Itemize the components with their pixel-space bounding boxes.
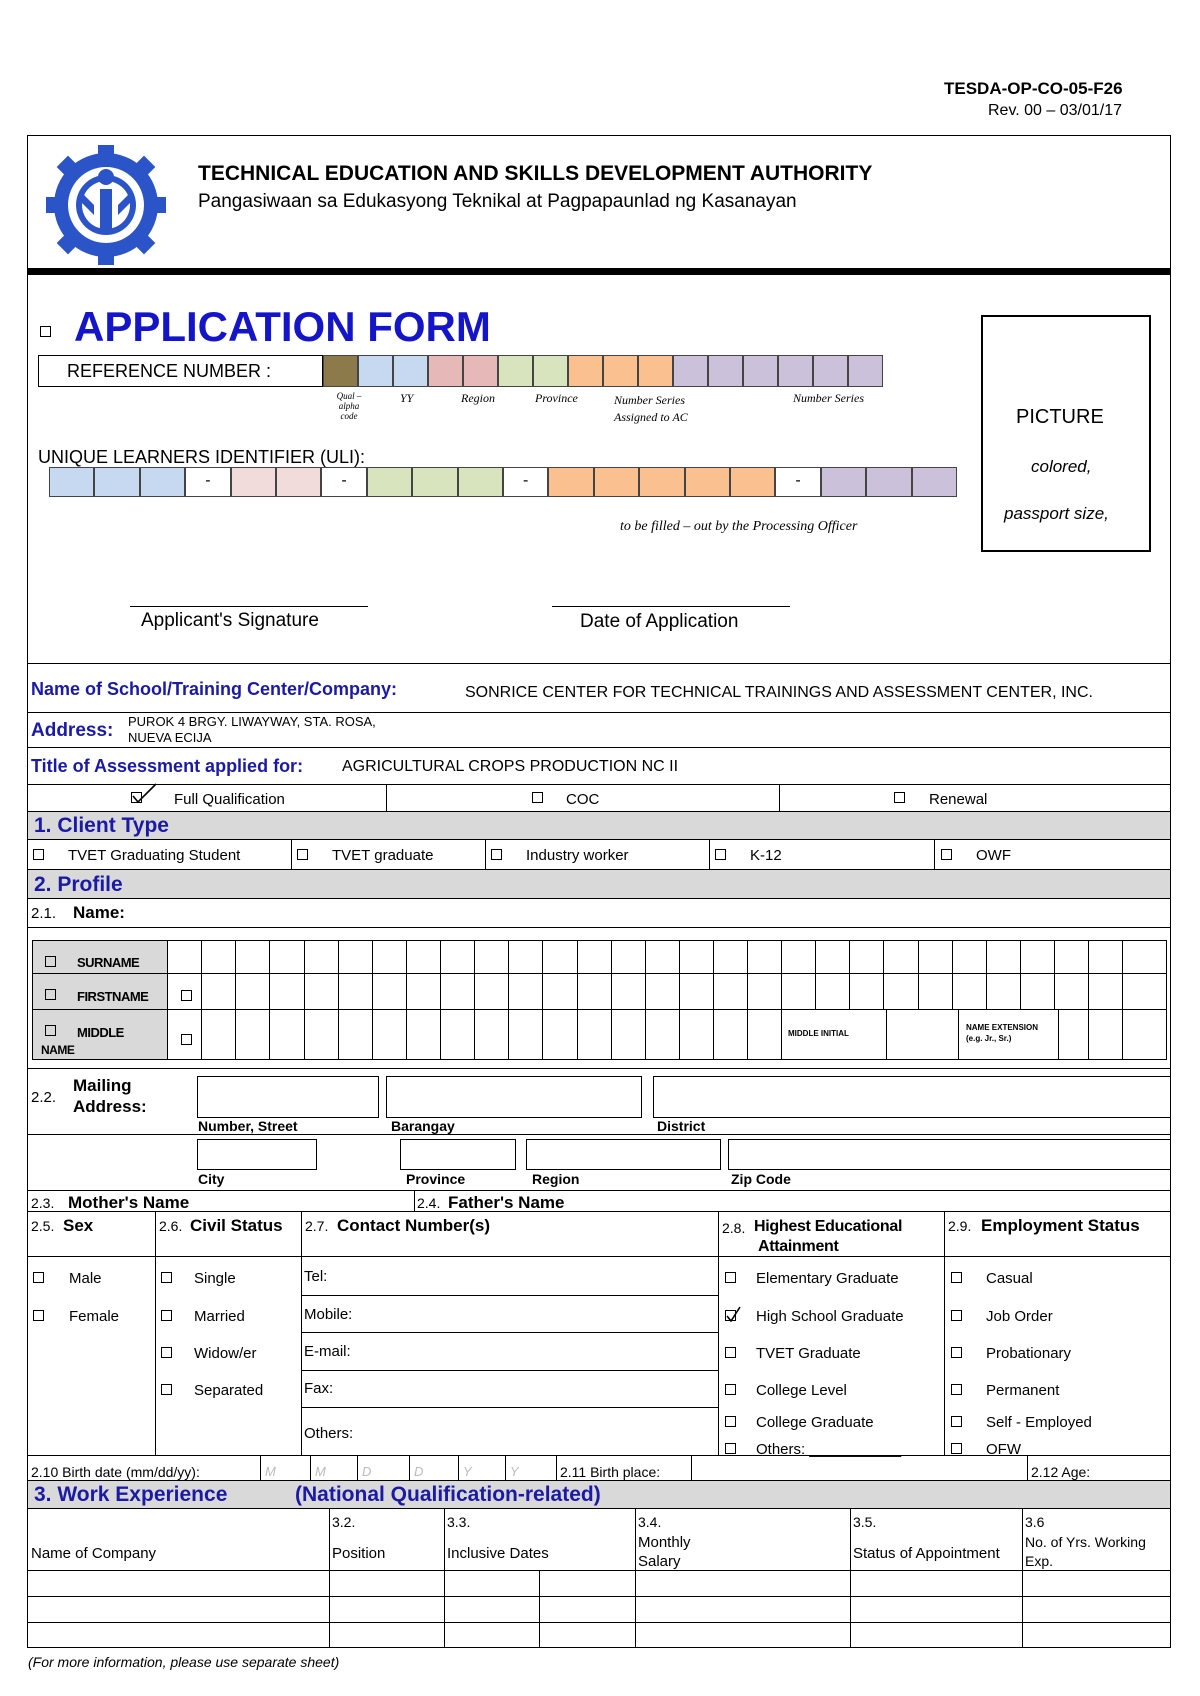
employment-checkbox[interactable] [951, 1384, 962, 1395]
date-of-application-label: Date of Application [580, 611, 739, 632]
address-line-2: NUEVA ECIJA [128, 730, 212, 745]
contact-number: 2.7. [305, 1218, 329, 1234]
rule [32, 973, 1167, 974]
picture-size: passport size, [1004, 504, 1109, 523]
rule [301, 1295, 718, 1296]
name-cell-divider [679, 940, 680, 1009]
education-checkbox[interactable] [725, 1384, 736, 1395]
reference-cell[interactable] [358, 355, 393, 387]
rule [27, 1455, 1171, 1456]
rule [1058, 1009, 1059, 1060]
sex-label: Sex [63, 1216, 94, 1235]
civil-label: Civil Status [190, 1216, 283, 1235]
assessment-title-value: AGRICULTURAL CROPS PRODUCTION NC II [342, 758, 679, 775]
uli-dash-cell: - [775, 467, 820, 497]
name-cell-divider [235, 940, 236, 1009]
sex-checkbox[interactable] [33, 1272, 44, 1283]
work-heading-2: (National Qualification-related) [295, 1483, 601, 1506]
col-salary-number: 3.4. [638, 1514, 662, 1530]
col-years-2: Exp. [1025, 1553, 1054, 1569]
client-type-option: TVET Graduating Student [68, 847, 241, 864]
rule [444, 1508, 445, 1648]
middle-name-label: MIDDLE [77, 1025, 124, 1040]
rule [539, 1570, 540, 1648]
checkmark-icon [130, 782, 158, 804]
rule [27, 1256, 1171, 1257]
client-type-checkbox[interactable] [491, 849, 502, 860]
barangay-label: Barangay [391, 1118, 455, 1134]
application-form-checkbox[interactable] [40, 326, 51, 337]
uli-label: UNIQUE LEARNERS IDENTIFIER (ULI): [38, 447, 366, 467]
name-cell-divider [679, 1009, 680, 1060]
checkmark-icon [724, 1305, 742, 1323]
rule [291, 839, 292, 869]
rule [167, 940, 168, 1060]
col-years-number: 3.6 [1025, 1514, 1045, 1530]
rule [27, 1134, 1171, 1135]
ref-label-number-series: Number Series [793, 391, 864, 405]
client-type-option: Industry worker [526, 847, 629, 864]
coc-checkbox[interactable] [532, 792, 543, 803]
processing-note: to be filled – out by the Processing Officer [620, 519, 858, 534]
name-cell-divider [577, 1009, 578, 1060]
employment-option: Permanent [986, 1382, 1060, 1399]
reference-cell[interactable] [323, 355, 358, 387]
rule [556, 1455, 557, 1480]
contact-fax: Fax: [304, 1380, 334, 1397]
reference-cell[interactable] [743, 355, 778, 387]
col-position: Position [332, 1545, 386, 1562]
birth-y-2: Y [510, 1464, 519, 1479]
client-type-checkbox[interactable] [941, 849, 952, 860]
rule [27, 1622, 1171, 1623]
name-cell-divider [986, 940, 987, 1009]
form-code: TESDA-OP-CO-05-F26 [944, 79, 1123, 98]
civil-status-checkbox[interactable] [161, 1384, 172, 1395]
work-heading: 3. Work Experience [34, 1483, 228, 1506]
contact-tel: Tel: [304, 1268, 328, 1285]
uli-cell[interactable] [276, 467, 321, 497]
number-street-label: Number, Street [198, 1118, 298, 1134]
applicant-signature-label: Applicant's Signature [141, 610, 319, 631]
ref-label-number-series-ac: Number Series Assigned to AC [614, 393, 688, 424]
education-label-2: Attainment [758, 1238, 839, 1255]
rule [1022, 1508, 1023, 1648]
rule [505, 1455, 506, 1480]
rule [357, 1455, 358, 1480]
rule [27, 747, 1171, 748]
birth-date-label: 2.10 Birth date (mm/dd/yy): [31, 1464, 200, 1480]
address-label: Address: [31, 720, 114, 741]
name-cell-divider [474, 1009, 475, 1060]
employment-option: Probationary [986, 1345, 1072, 1362]
ref-label-yy: YY [400, 391, 414, 405]
ref-label-region: Region [461, 391, 495, 405]
birth-y-1: Y [463, 1464, 472, 1479]
rule [310, 1455, 311, 1480]
name-cell-divider [508, 1009, 509, 1060]
zip-code-input[interactable] [728, 1139, 1171, 1170]
uli-cell[interactable] [866, 467, 911, 497]
name-cell-divider [304, 1009, 305, 1060]
civil-status-checkbox[interactable] [161, 1347, 172, 1358]
name-cell-divider [918, 940, 919, 1009]
name-cell-divider [304, 940, 305, 1009]
name-cell-divider [952, 940, 953, 1009]
employment-option: Job Order [986, 1308, 1053, 1325]
employment-number: 2.9. [948, 1218, 972, 1234]
rule [458, 1455, 459, 1480]
name-cell-divider [577, 940, 578, 1009]
rule [27, 927, 1171, 928]
education-number: 2.8. [722, 1220, 746, 1236]
father-name-label: Father's Name [448, 1193, 565, 1212]
rule [27, 663, 1171, 664]
name-cell-divider [611, 1009, 612, 1060]
uli-cell[interactable] [49, 467, 94, 497]
employment-option: Self - Employed [986, 1414, 1092, 1431]
reference-cell[interactable] [498, 355, 533, 387]
footnote: (For more information, please use separate sheet) [28, 1654, 340, 1670]
col-dates-number: 3.3. [447, 1514, 471, 1530]
client-type-band [28, 812, 1170, 839]
form-revision: Rev. 00 – 03/01/17 [988, 102, 1123, 119]
province-input[interactable] [400, 1139, 516, 1170]
rule [409, 1455, 410, 1480]
reference-cell[interactable] [638, 355, 673, 387]
reference-cell[interactable] [848, 355, 883, 387]
province-label: Province [406, 1171, 466, 1187]
reference-cell[interactable] [568, 355, 603, 387]
district-label: District [657, 1118, 706, 1134]
civil-status-option: Single [194, 1270, 236, 1287]
renewal-checkbox[interactable] [894, 792, 905, 803]
birth-m-2: M [315, 1464, 326, 1479]
rule [27, 1211, 1171, 1212]
rule [944, 1211, 945, 1455]
reference-cell[interactable] [778, 355, 813, 387]
renewal-label: Renewal [929, 791, 988, 808]
name-cell-divider [542, 940, 543, 1009]
uli-dash-cell: - [321, 467, 366, 497]
rule [27, 1596, 1171, 1597]
education-option: High School Graduate [756, 1308, 904, 1325]
city-input[interactable] [197, 1139, 317, 1170]
client-type-checkbox[interactable] [297, 849, 308, 860]
name-cell-divider [747, 1009, 748, 1060]
reference-cell[interactable] [463, 355, 498, 387]
uli-dash-cell: - [503, 467, 548, 497]
employment-checkbox[interactable] [951, 1416, 962, 1427]
col-position-number: 3.2. [332, 1514, 356, 1530]
education-checkbox[interactable] [725, 1443, 736, 1454]
rule [301, 1407, 718, 1408]
name-cell-divider [542, 1009, 543, 1060]
rule [27, 1508, 1171, 1509]
name-cell-divider [508, 940, 509, 1009]
name-cell-divider [440, 1009, 441, 1060]
name-cell-divider [883, 940, 884, 1009]
rule [1027, 1455, 1028, 1480]
uli-cell[interactable] [548, 467, 593, 497]
city-label: City [198, 1171, 225, 1187]
profile-heading: 2. Profile [34, 873, 123, 896]
education-checkbox[interactable] [725, 1416, 736, 1427]
name-extension-label: NAME EXTENSION [966, 1023, 1039, 1032]
civil-status-option: Separated [194, 1382, 264, 1399]
district-input[interactable] [653, 1076, 1171, 1118]
rule [301, 1370, 718, 1371]
rule [301, 1332, 718, 1333]
col-years-1: No. of Yrs. Working [1025, 1534, 1146, 1550]
rule [485, 839, 486, 869]
rule [709, 839, 710, 869]
education-option: College Graduate [756, 1414, 874, 1431]
employment-label: Employment Status [981, 1216, 1140, 1235]
number-street-input[interactable] [197, 1076, 379, 1118]
employment-option: OFW [986, 1441, 1021, 1458]
client-type-checkbox[interactable] [715, 849, 726, 860]
rule [27, 839, 1171, 840]
rule [718, 1211, 719, 1455]
form-title: APPLICATION FORM [74, 303, 491, 350]
employment-checkbox[interactable] [951, 1272, 962, 1283]
name-cell-divider [781, 940, 782, 1009]
uli-cell[interactable] [821, 467, 866, 497]
uli-cell[interactable] [594, 467, 639, 497]
surname-label: SURNAME [77, 955, 140, 970]
name-cell-divider [1088, 940, 1089, 1009]
name-cell-divider [1122, 940, 1123, 1009]
agency-name-tagalog: Pangasiwaan sa Edukasyong Teknikal at Pagpapaunlad ng Kasanayan [198, 191, 797, 212]
region-input[interactable] [526, 1139, 721, 1170]
signature-line [130, 606, 368, 607]
rule [386, 784, 387, 811]
contact-others: Others: [304, 1425, 354, 1442]
education-checkbox[interactable] [725, 1272, 736, 1283]
education-option: College Level [756, 1382, 847, 1399]
education-option: TVET Graduate [756, 1345, 861, 1362]
uli-cell[interactable] [639, 467, 684, 497]
address-line-1: PUROK 4 BRGY. LIWAYWAY, STA. ROSA, [128, 714, 376, 729]
firstname-checkbox[interactable] [45, 989, 56, 1000]
name-cell-divider [440, 940, 441, 1009]
name-cell-divider [849, 940, 850, 1009]
name-cell-divider [1054, 940, 1055, 1009]
surname-checkbox[interactable] [45, 956, 56, 967]
full-qualification-label: Full Qualification [174, 791, 285, 808]
rule [260, 1455, 261, 1480]
uli-dash-cell: - [185, 467, 230, 497]
col-salary-1: Monthly [638, 1534, 691, 1551]
school-name-label: Name of School/Training Center/Company: [31, 679, 398, 699]
ref-label-province: Province [535, 391, 578, 405]
name-cell-divider [474, 940, 475, 1009]
rule [27, 1190, 1171, 1191]
middle-initial-label: MIDDLE INITIAL [788, 1029, 849, 1038]
mother-name-label: Mother's Name [68, 1193, 190, 1212]
uli-cell[interactable] [458, 467, 503, 497]
uli-cell[interactable] [685, 467, 730, 497]
rule [934, 839, 935, 869]
rule [958, 1009, 959, 1060]
tesda-logo-icon [36, 143, 176, 267]
rule [27, 784, 1171, 785]
region-label: Region [532, 1171, 580, 1187]
uli-cell[interactable] [730, 467, 775, 497]
rule [781, 1009, 782, 1060]
header-divider [27, 268, 1171, 275]
name-cell-divider [1122, 1009, 1123, 1060]
reference-cell[interactable] [673, 355, 708, 387]
client-type-option: K-12 [750, 847, 782, 864]
assessment-title-label: Title of Assessment applied for: [31, 756, 304, 776]
name-cell-divider [372, 940, 373, 1009]
picture-colored: colored, [1031, 457, 1092, 476]
profile-band [28, 870, 1170, 898]
education-label-1: Highest Educational [754, 1218, 903, 1235]
middle-name-label-2: NAME [41, 1043, 75, 1057]
school-name-value: SONRICE CENTER FOR TECHNICAL TRAININGS AND ASSESSMENT CENTER, INC. [465, 684, 1093, 701]
reference-cell[interactable] [708, 355, 743, 387]
uli-cell[interactable] [231, 467, 276, 497]
contact-email: E-mail: [304, 1343, 351, 1360]
name-cell-divider [713, 940, 714, 1009]
sex-checkbox[interactable] [33, 1310, 44, 1321]
coc-label: COC [566, 791, 600, 808]
rule [414, 1190, 415, 1211]
reference-number-label: REFERENCE NUMBER : [67, 361, 272, 381]
civil-status-checkbox[interactable] [161, 1310, 172, 1321]
name-cell-divider [406, 1009, 407, 1060]
mailing-label-2: Address: [73, 1097, 147, 1116]
middle-name-checkbox[interactable] [45, 1025, 56, 1036]
rule [27, 712, 1171, 713]
firstname-label: FIRSTNAME [77, 989, 149, 1004]
name-label: Name: [73, 903, 125, 922]
civil-status-option: Married [194, 1308, 245, 1325]
reference-cell[interactable] [533, 355, 568, 387]
name-extension-example: (e.g. Jr., Sr.) [966, 1034, 1012, 1043]
birth-d-2: D [414, 1464, 424, 1479]
employment-option: Casual [986, 1270, 1033, 1287]
name-cell-divider [338, 940, 339, 1009]
name-cell-divider [201, 940, 202, 1009]
name-cell-divider [747, 940, 748, 1009]
uli-cell[interactable] [140, 467, 185, 497]
client-type-option: TVET graduate [332, 847, 434, 864]
rule [155, 1211, 156, 1455]
barangay-input[interactable] [386, 1076, 642, 1118]
sex-number: 2.5. [31, 1218, 55, 1234]
uli-cell[interactable] [912, 467, 957, 497]
rule [301, 1211, 302, 1455]
name-cell-divider [201, 1009, 202, 1060]
name-cell-divider [1020, 940, 1021, 1009]
mailing-label-1: Mailing [73, 1076, 132, 1095]
reference-cell[interactable] [603, 355, 638, 387]
rule [691, 1455, 692, 1480]
birth-place-label: 2.11 Birth place: [560, 1464, 661, 1480]
client-type-checkbox[interactable] [33, 849, 44, 860]
sex-option: Female [69, 1308, 120, 1325]
civil-status-checkbox[interactable] [161, 1272, 172, 1283]
col-salary-2: Salary [638, 1553, 681, 1570]
education-checkbox[interactable] [725, 1347, 736, 1358]
reference-cell[interactable] [428, 355, 463, 387]
mother-number: 2.3. [31, 1195, 55, 1211]
name-cell-divider [338, 1009, 339, 1060]
picture-title: PICTURE [1016, 406, 1104, 428]
uli-cell[interactable] [412, 467, 457, 497]
date-line [552, 606, 790, 607]
father-number: 2.4. [417, 1195, 441, 1211]
col-dates: Inclusive Dates [447, 1545, 549, 1562]
name-cell-divider [645, 1009, 646, 1060]
birth-m-1: M [265, 1464, 276, 1479]
name-cell-divider [815, 940, 816, 1009]
middle-name-ext-checkbox[interactable] [181, 1034, 192, 1045]
education-option: Others: ___________ [756, 1441, 902, 1458]
birth-d-1: D [362, 1464, 372, 1479]
civil-number: 2.6. [159, 1218, 183, 1234]
agency-name: TECHNICAL EDUCATION AND SKILLS DEVELOPMENT AUTHORITY [198, 162, 873, 185]
uli-cell[interactable] [367, 467, 412, 497]
name-cell-divider [269, 1009, 270, 1060]
name-cell-divider [713, 1009, 714, 1060]
name-number: 2.1. [31, 905, 57, 922]
name-cell-divider [611, 940, 612, 1009]
sex-option: Male [69, 1270, 102, 1287]
contact-mobile: Mobile: [304, 1306, 353, 1323]
col-company: Name of Company [31, 1545, 157, 1562]
name-cell-divider [645, 940, 646, 1009]
client-type-heading: 1. Client Type [34, 814, 169, 837]
education-option: Elementary Graduate [756, 1270, 899, 1287]
employment-checkbox[interactable] [951, 1347, 962, 1358]
rule [27, 1570, 1171, 1571]
col-status: Status of Appointment [853, 1545, 1000, 1562]
rule [779, 784, 780, 811]
col-status-number: 3.5. [853, 1514, 877, 1530]
name-cell-divider [406, 940, 407, 1009]
name-cell-divider [372, 1009, 373, 1060]
zip-code-label: Zip Code [731, 1171, 791, 1187]
ref-label-qual: Qual – alpha code [336, 391, 362, 421]
mailing-number: 2.2. [31, 1089, 57, 1106]
age-label: 2.12 Age: [1031, 1464, 1091, 1480]
rule [886, 1009, 887, 1060]
name-cell-divider [235, 1009, 236, 1060]
client-type-option: OWF [976, 847, 1011, 864]
rule [635, 1508, 636, 1648]
contact-label: Contact Number(s) [337, 1216, 491, 1235]
rule [850, 1508, 851, 1648]
rule [27, 898, 1171, 899]
firstname-ext-checkbox[interactable] [181, 990, 192, 1001]
civil-status-option: Widow/er [194, 1345, 257, 1362]
reference-cell[interactable] [393, 355, 428, 387]
name-cell-divider [269, 940, 270, 1009]
rule [329, 1508, 330, 1648]
name-cell-divider [1088, 1009, 1089, 1060]
rule [27, 1068, 1171, 1069]
employment-checkbox[interactable] [951, 1443, 962, 1454]
reference-cell[interactable] [813, 355, 848, 387]
uli-cell[interactable] [94, 467, 139, 497]
employment-checkbox[interactable] [951, 1310, 962, 1321]
